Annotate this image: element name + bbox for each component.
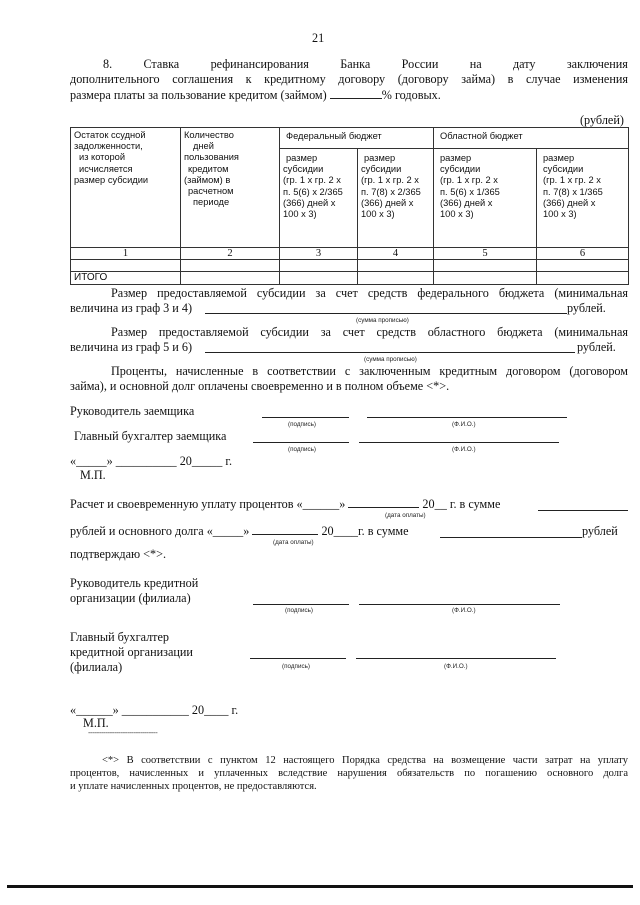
name-caption: (Ф.И.О.) [444, 663, 468, 670]
regional-subsidy-prefix: величина из граф 5 и 6) [70, 340, 193, 354]
header-col2 [181, 128, 280, 248]
table-cell[interactable] [434, 260, 537, 272]
footnote-line3: и уплате начисленных процентов, не предоставляются. [70, 781, 317, 792]
header-line: (366) дней х [361, 197, 414, 208]
payment-date-caption: (дата оплаты) [273, 539, 314, 546]
item8-line3-suffix: % годовых. [381, 88, 441, 102]
total-row [71, 272, 629, 285]
confirmation-line2 [70, 524, 409, 539]
header-line: (гр. 1 х гр. 2 х [440, 175, 498, 186]
header-line: размер [440, 153, 472, 163]
name-caption: (Ф.И.О.) [452, 421, 476, 428]
federal-subsidy-line1: Размер предоставляемой субсидии за счет средств федерального бюджета (минимальная [111, 286, 628, 300]
bank-date-line[interactable]: «______» ___________ 20____ г. [70, 703, 239, 717]
page-number: 21 [312, 31, 325, 45]
word: рефинансирования [210, 57, 309, 71]
footnote-line2: процентов, начисленных и уплаченных вследствие нарушения обязательств по погашению основного долга [70, 768, 628, 779]
column-number: 4 [358, 248, 434, 260]
word: Банка [340, 57, 371, 71]
header-line: (366) дней х [543, 197, 596, 208]
header-line: п. 7(8) х 2/365 [361, 186, 421, 197]
table-cell[interactable] [181, 260, 280, 272]
interest-paid-line1: Проценты, начисленные в соответствии с заключенным кредитным договором (договором [111, 364, 628, 378]
federal-subsidy-amount-input[interactable] [205, 313, 567, 314]
header-line: Остаток ссудной [74, 130, 146, 140]
column-number: 2 [181, 248, 280, 260]
footnote-separator: -------------------------------- [88, 728, 158, 737]
table-cell[interactable] [71, 260, 181, 272]
table-cell[interactable] [434, 272, 537, 285]
header-line: субсидии [361, 164, 402, 175]
word: Ставка [143, 57, 180, 71]
header-line: размер [364, 153, 396, 163]
item8-line3-prefix: размера платы за пользование кредитом (займом) [70, 88, 327, 102]
table-cell[interactable] [537, 272, 629, 285]
header-line: исчисляется [79, 163, 133, 174]
regional-subsidy-amount-input[interactable] [205, 352, 575, 353]
payment-date-caption: (дата оплаты) [385, 512, 426, 519]
word: дату [512, 57, 536, 71]
table-cell[interactable] [181, 272, 280, 285]
bank-accountant-label-line1: Главный бухгалтер [70, 630, 170, 644]
header-line: из которой [79, 152, 126, 163]
header-line: задолженности, [74, 141, 143, 152]
header-line: 100 х 3) [440, 209, 474, 220]
header-line: (гр. 1 х гр. 2 х [361, 175, 419, 186]
column-number: 5 [434, 248, 537, 260]
confirmation-line2-a: рублей и основного долга «_____» [70, 524, 253, 538]
bank-accountant-label-line2: кредитной организации [70, 645, 193, 659]
confirmation-line1-b: 20__ г. в сумме [419, 497, 501, 511]
header-line: (займом) в [184, 174, 231, 185]
header-line: расчетном [188, 186, 234, 197]
header-federal-budget: Федеральный бюджет [280, 128, 434, 149]
borrower-head-name-field[interactable] [367, 417, 567, 418]
bank-head-label-line1: Руководитель кредитной [70, 576, 199, 590]
header-col4 [358, 149, 434, 248]
word: заключения [566, 57, 628, 71]
column-number: 6 [537, 248, 629, 260]
borrower-stamp-label: М.П. [80, 468, 106, 482]
item8-line1 [103, 57, 628, 72]
column-number: 1 [71, 248, 181, 260]
bank-head-label-line2: организации (филиала) [70, 591, 191, 605]
header-line: п. 5(6) х 1/365 [440, 186, 500, 197]
header-line: периоде [193, 197, 230, 208]
rate-input[interactable] [330, 87, 382, 99]
subsidy-table [70, 127, 629, 285]
borrower-accountant-signature-field[interactable] [253, 442, 349, 443]
bank-accountant-signature-field[interactable] [250, 658, 346, 659]
confirmation-line1 [70, 497, 500, 512]
confirmation-line3: подтверждаю <*>. [70, 547, 167, 561]
header-line: кредитом [188, 163, 229, 174]
signature-caption: (подпись) [288, 421, 316, 428]
regional-subsidy-caption: (сумма прописью) [364, 356, 417, 363]
borrower-date-line[interactable]: «_____» __________ 20_____ г. [70, 454, 233, 468]
name-caption: (Ф.И.О.) [452, 446, 476, 453]
header-line: субсидии [283, 164, 324, 175]
item8-line2: дополнительного соглашения к кредитному договору (договору займа) в случае изменения [70, 72, 628, 86]
header-col3 [280, 149, 358, 248]
bank-accountant-name-field[interactable] [356, 658, 556, 659]
principal-amount-input[interactable] [440, 537, 582, 538]
header-regional-budget: Областной бюджет [434, 128, 629, 149]
header-line: субсидии [440, 164, 481, 175]
word: на [469, 57, 482, 71]
table-row [71, 260, 629, 272]
header-line: субсидии [543, 164, 584, 175]
borrower-head-signature-field[interactable] [262, 417, 349, 418]
federal-subsidy-caption: (сумма прописью) [356, 317, 409, 324]
word: 8. [103, 57, 113, 71]
borrower-accountant-label: Главный бухгалтер заемщика [74, 429, 227, 443]
borrower-accountant-name-field[interactable] [359, 442, 559, 443]
word: России [401, 57, 439, 71]
page-bottom-rule [7, 885, 633, 888]
bank-head-signature-field[interactable] [253, 604, 349, 605]
header-line: Количество [184, 130, 234, 140]
payment-date-input[interactable] [348, 497, 419, 508]
bank-stamp-label: М.П. [83, 716, 109, 730]
column-number: 3 [280, 248, 358, 260]
header-line: размер [543, 153, 575, 163]
header-line: дней [193, 141, 214, 152]
confirmation-line2-b: 20____г. в сумме [318, 524, 409, 538]
principal-date-input[interactable] [252, 524, 318, 535]
unit-label: (рублей) [580, 113, 624, 127]
bank-accountant-label-line3: (филиала) [70, 660, 123, 674]
name-caption: (Ф.И.О.) [452, 607, 476, 614]
signature-caption: (подпись) [282, 663, 310, 670]
header-line: 100 х 3) [283, 209, 317, 220]
total-label: ИТОГО [71, 272, 181, 285]
header-line: 100 х 3) [543, 209, 577, 220]
header-line: п. 7(8) х 1/365 [543, 186, 603, 197]
header-line: п. 5(6) х 2/365 [283, 186, 343, 197]
header-line: (366) дней х [283, 197, 336, 208]
item8-line3 [70, 87, 441, 103]
table-cell[interactable] [280, 272, 358, 285]
header-col1 [71, 128, 181, 248]
header-line: 100 х 3) [361, 209, 395, 220]
header-col5 [434, 149, 537, 248]
confirmation-line1-a: Расчет и своевременную уплату процентов «______» [70, 497, 349, 511]
header-line: (гр. 1 х гр. 2 х [543, 175, 601, 186]
regional-subsidy-suffix: рублей. [577, 340, 616, 354]
confirmation-line2-suffix: рублей [582, 524, 618, 538]
interest-paid-line2: займа), и основной долг оплачены своевременно и в полном объеме <*>. [70, 379, 450, 393]
table-cell[interactable] [537, 260, 629, 272]
header-line: размер [286, 153, 318, 163]
borrower-head-label: Руководитель заемщика [70, 404, 195, 418]
regional-subsidy-line1: Размер предоставляемой субсидии за счет средств областного бюджета (минимальная [111, 325, 628, 339]
signature-caption: (подпись) [285, 607, 313, 614]
table-cell[interactable] [358, 272, 434, 285]
interest-amount-input[interactable] [538, 510, 628, 511]
bank-head-name-field[interactable] [359, 604, 560, 605]
signature-caption: (подпись) [288, 446, 316, 453]
header-col6 [537, 149, 629, 248]
federal-subsidy-prefix: величина из граф 3 и 4) [70, 301, 193, 315]
header-line: размер субсидии [74, 174, 149, 185]
header-line: пользования [184, 152, 239, 163]
federal-subsidy-suffix: рублей. [567, 301, 606, 315]
table-cell[interactable] [280, 260, 358, 272]
footnote-line1: <*> В соответствии с пунктом 12 настоящего Порядка средства на возмещение части затрат на уплату [102, 755, 628, 766]
table-cell[interactable] [358, 260, 434, 272]
header-line: (гр. 1 х гр. 2 х [283, 175, 341, 186]
header-line: (366) дней х [440, 197, 493, 208]
column-number-row [71, 248, 629, 260]
